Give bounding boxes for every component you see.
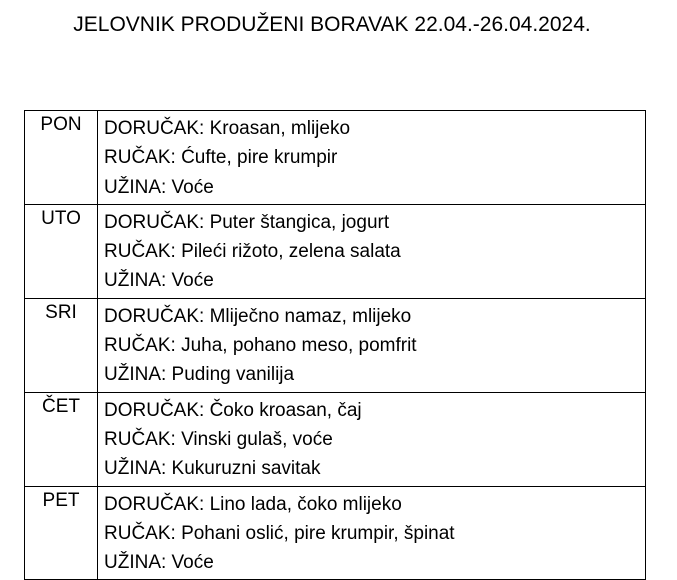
snack-text: UŽINA: Kukuruzni savitak — [104, 458, 321, 480]
snack-text: UŽINA: Voće — [104, 176, 214, 198]
table-row — [25, 298, 646, 392]
table-row — [25, 204, 646, 298]
meals-cell — [98, 298, 646, 392]
day-cell: PET — [25, 486, 98, 580]
meals-cell — [98, 486, 646, 580]
snack-text: UŽINA: Voće — [104, 270, 214, 292]
lunch-text: RUČAK: Ćufte, pire krumpir — [104, 147, 338, 169]
day-cell: ČET — [25, 392, 98, 486]
day-cell: UTO — [25, 204, 98, 298]
lunch-text: RUČAK: Pileći rižoto, zelena salata — [104, 241, 401, 263]
day-cell: SRI — [25, 298, 98, 392]
snack-text: UŽINA: Voće — [104, 552, 214, 574]
page-title: JELOVNIK PRODUŽENI BORAVAK 22.04.-26.04.2024. — [73, 13, 591, 36]
breakfast-text: DORUČAK: Čoko kroasan, čaj — [104, 399, 362, 421]
snack-text: UŽINA: Puding vanilija — [104, 364, 295, 386]
table-row — [25, 486, 646, 580]
table-row — [25, 392, 646, 486]
meals-cell — [98, 111, 646, 205]
breakfast-text: DORUČAK: Lino lada, čoko mlijeko — [104, 493, 402, 515]
lunch-text: RUČAK: Pohani oslić, pire krumpir, špinat — [104, 522, 455, 544]
table-row — [25, 111, 646, 205]
menu-table — [24, 110, 646, 580]
breakfast-text: DORUČAK: Kroasan, mlijeko — [104, 118, 351, 139]
day-cell: PON — [25, 111, 98, 205]
lunch-text: RUČAK: Vinski gulaš, voće — [104, 428, 333, 450]
breakfast-text: DORUČAK: Mliječno namaz, mlijeko — [104, 305, 412, 327]
meals-cell — [98, 392, 646, 486]
meals-cell — [98, 204, 646, 298]
breakfast-text: DORUČAK: Puter štangica, jogurt — [104, 211, 390, 233]
lunch-text: RUČAK: Juha, pohano meso, pomfrit — [104, 335, 417, 357]
